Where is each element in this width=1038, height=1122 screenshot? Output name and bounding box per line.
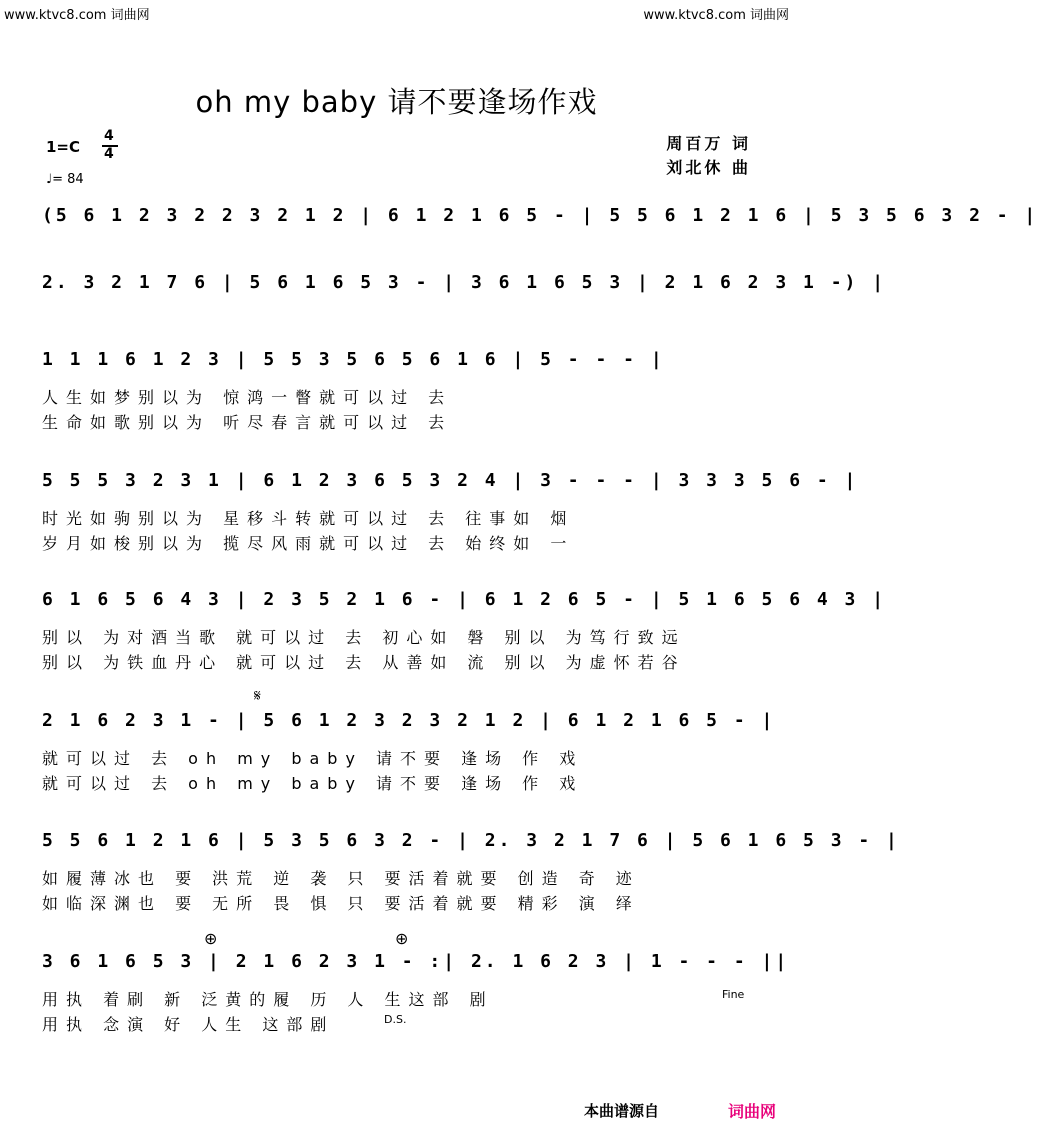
page-title: oh my baby 请不要逢场作戏 (195, 85, 598, 119)
row-1-notes: (5 6 1 2 3 2 2 3 2 1 2 | 6 1 2 1 6 5 - | 5 5 6 1 2 1 6 | 5 3 5 6 3 2 - | (42, 205, 1038, 226)
row-4-lyrics-verse-1: 时光如驹别以为 星移斗转就可以过 去 往事如 烟 (42, 509, 575, 528)
tempo-marking: ♩= 84 (46, 172, 84, 187)
coda-sign-1: ⊕ (204, 929, 218, 948)
row-8-lyrics-verse-2: 用执 念演 好 人生 这部剧 (42, 1015, 335, 1034)
footer-site-logo[interactable]: 词曲网 (728, 1102, 777, 1121)
footer-source: 本曲谱源自 (584, 1102, 660, 1120)
row-5-notes: 6 1 6 5 6 4 3 | 2 3 5 2 1 6 - | 6 1 2 6 5 - | 5 1 6 5 6 4 3 | (42, 589, 887, 610)
row-6-lyrics-verse-1: 就可以过 去 oh my baby 请不要 逢场 作 戏 (42, 749, 584, 768)
row-6-notes: 2 1 6 2 3 1 - | 5 6 1 2 3 2 3 2 1 2 | 6 1 2 1 6 5 - | (42, 710, 776, 731)
key-signature: 1=C (46, 138, 81, 156)
time-signature-bottom: 4 (104, 146, 114, 162)
fine-marking: Fine (722, 988, 745, 1001)
row-4-notes: 5 5 5 3 2 3 1 | 6 1 2 3 6 5 3 2 4 | 3 - - - | 3 3 3 5 6 - | (42, 470, 859, 491)
row-8-notes: 3 6 1 6 5 3 | 2 1 6 2 3 1 - :| 2. 1 6 2 3 | 1 - - - || (42, 951, 790, 972)
segno-sign: 𝄋 (254, 686, 261, 705)
coda-sign-2: ⊕ (395, 929, 409, 948)
row-5-lyrics-verse-1: 别以 为对酒当歌 就可以过 去 初心如 磐 别以 为笃行致远 (42, 628, 686, 647)
row-7-notes: 5 5 6 1 2 1 6 | 5 3 5 6 3 2 - | 2. 3 2 1 7 6 | 5 6 1 6 5 3 - | (42, 830, 900, 851)
row-8-lyrics-verse-1: 用执 着刷 新 泛黄的履 历 人 生这部 剧 (42, 990, 494, 1009)
row-2-notes: 2. 3 2 1 7 6 | 5 6 1 6 5 3 - | 3 6 1 6 5 3 | 2 1 6 2 3 1 -) | (42, 272, 887, 293)
row-4-lyrics-verse-2: 岁月如梭别以为 揽尽风雨就可以过 去 始终如 一 (42, 534, 575, 553)
watermark-right: www.ktvc8.com 词曲网 (643, 8, 789, 23)
lyricist-credit: 周百万 词 (666, 134, 751, 153)
row-6-lyrics-verse-2: 就可以过 去 oh my baby 请不要 逢场 作 戏 (42, 774, 584, 793)
row-5-lyrics-verse-2: 别以 为铁血丹心 就可以过 去 从善如 流 别以 为虚怀若谷 (42, 653, 686, 672)
row-7-lyrics-verse-2: 如临深渊也 要 无所 畏 惧 只 要活着就要 精彩 演 绎 (42, 894, 640, 913)
row-3-lyrics-verse-2: 生命如歌别以为 听尽春言就可以过 去 (42, 413, 453, 432)
composer-credit: 刘北休 曲 (666, 158, 751, 177)
ds-marking: D.S. (384, 1013, 407, 1026)
time-signature-top: 4 (104, 128, 114, 144)
row-7-lyrics-verse-1: 如履薄冰也 要 洪荒 逆 袭 只 要活着就要 创造 奇 迹 (42, 869, 640, 888)
row-3-lyrics-verse-1: 人生如梦别以为 惊鸿一瞥就可以过 去 (42, 388, 453, 407)
row-3-notes: 1 1 1 6 1 2 3 | 5 5 3 5 6 5 6 1 6 | 5 - - - | (42, 349, 665, 370)
watermark-left: www.ktvc8.com 词曲网 (4, 8, 150, 23)
